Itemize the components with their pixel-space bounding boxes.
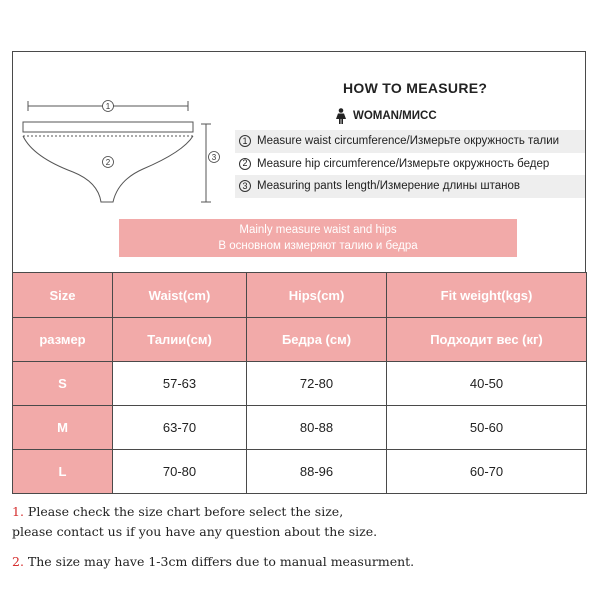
step-text: Measure waist circumference/Измерьте окружность талии — [257, 135, 560, 148]
size-cell: M — [13, 406, 113, 450]
waist-measure-line — [28, 101, 188, 112]
step-number: 1 — [239, 135, 251, 147]
weight-cell: 40-50 — [387, 362, 587, 406]
gender-label: WOMAN/МИСС — [353, 110, 437, 122]
header-cell-weight: Fit weight(kgs) — [387, 273, 587, 318]
size-cell: S — [13, 362, 113, 406]
header-cell-hips-ru: Бедра (см) — [247, 318, 387, 362]
step-number: 3 — [239, 180, 251, 192]
step-text: Measuring pants length/Измерение длины штанов — [257, 180, 521, 193]
size-chart-panel — [12, 51, 586, 490]
note-2-number: 2. — [12, 554, 24, 569]
note-1-number: 1. — [12, 504, 24, 519]
weight-cell: 60-70 — [387, 450, 587, 494]
size-notes — [12, 502, 592, 572]
note-1-line-2: please contact us if you have any question about the size. — [12, 524, 378, 539]
waist-cell: 57-63 — [113, 362, 247, 406]
waist-cell: 63-70 — [113, 406, 247, 450]
note-1-text: Please check the size chart before select the size, — [27, 504, 344, 519]
size-table — [12, 272, 587, 494]
header-cell-waist-ru: Талии(см) — [113, 318, 247, 362]
measure-step — [235, 153, 585, 176]
table-header-row-en — [13, 273, 587, 318]
note-1-line-1 — [12, 502, 592, 522]
table-row — [13, 362, 587, 406]
measure-steps-list — [235, 130, 585, 198]
hips-cell: 88-96 — [247, 450, 387, 494]
note-2-text: The size may have 1-3cm differs due to manual measurment. — [27, 554, 415, 569]
header-cell-waist: Waist(cm) — [113, 273, 247, 318]
marker-1-label: 1 — [105, 102, 111, 111]
step-number: 2 — [239, 158, 251, 170]
table-row — [13, 450, 587, 494]
banner-line-en: Mainly measure waist and hips — [239, 224, 397, 236]
hip-marker — [103, 157, 114, 168]
how-to-measure-title: HOW TO MEASURE? — [343, 80, 488, 96]
weight-cell: 50-60 — [387, 406, 587, 450]
hips-cell: 72-80 — [247, 362, 387, 406]
measure-step — [235, 175, 585, 198]
table-header-row-ru — [13, 318, 587, 362]
hips-cell: 80-88 — [247, 406, 387, 450]
marker-2-label: 2 — [105, 158, 111, 167]
length-measure-line — [201, 124, 220, 202]
step-text: Measure hip circumference/Измерьте окружность бедер — [257, 157, 550, 170]
size-cell: L — [13, 450, 113, 494]
measure-step — [235, 130, 585, 153]
header-cell-hips: Hips(cm) — [247, 273, 387, 318]
table-row — [13, 406, 587, 450]
gender-row — [335, 108, 437, 124]
waist-cell: 70-80 — [113, 450, 247, 494]
marker-3-label: 3 — [211, 153, 217, 162]
header-cell-size: Size — [13, 273, 113, 318]
measure-tip-banner — [119, 219, 517, 257]
header-cell-size-ru: размер — [13, 318, 113, 362]
banner-line-ru: В основном измеряют талию и бедра — [218, 240, 418, 252]
header-cell-weight-ru: Подходит вес (кг) — [387, 318, 587, 362]
woman-icon — [335, 108, 347, 124]
note-2 — [12, 552, 592, 572]
